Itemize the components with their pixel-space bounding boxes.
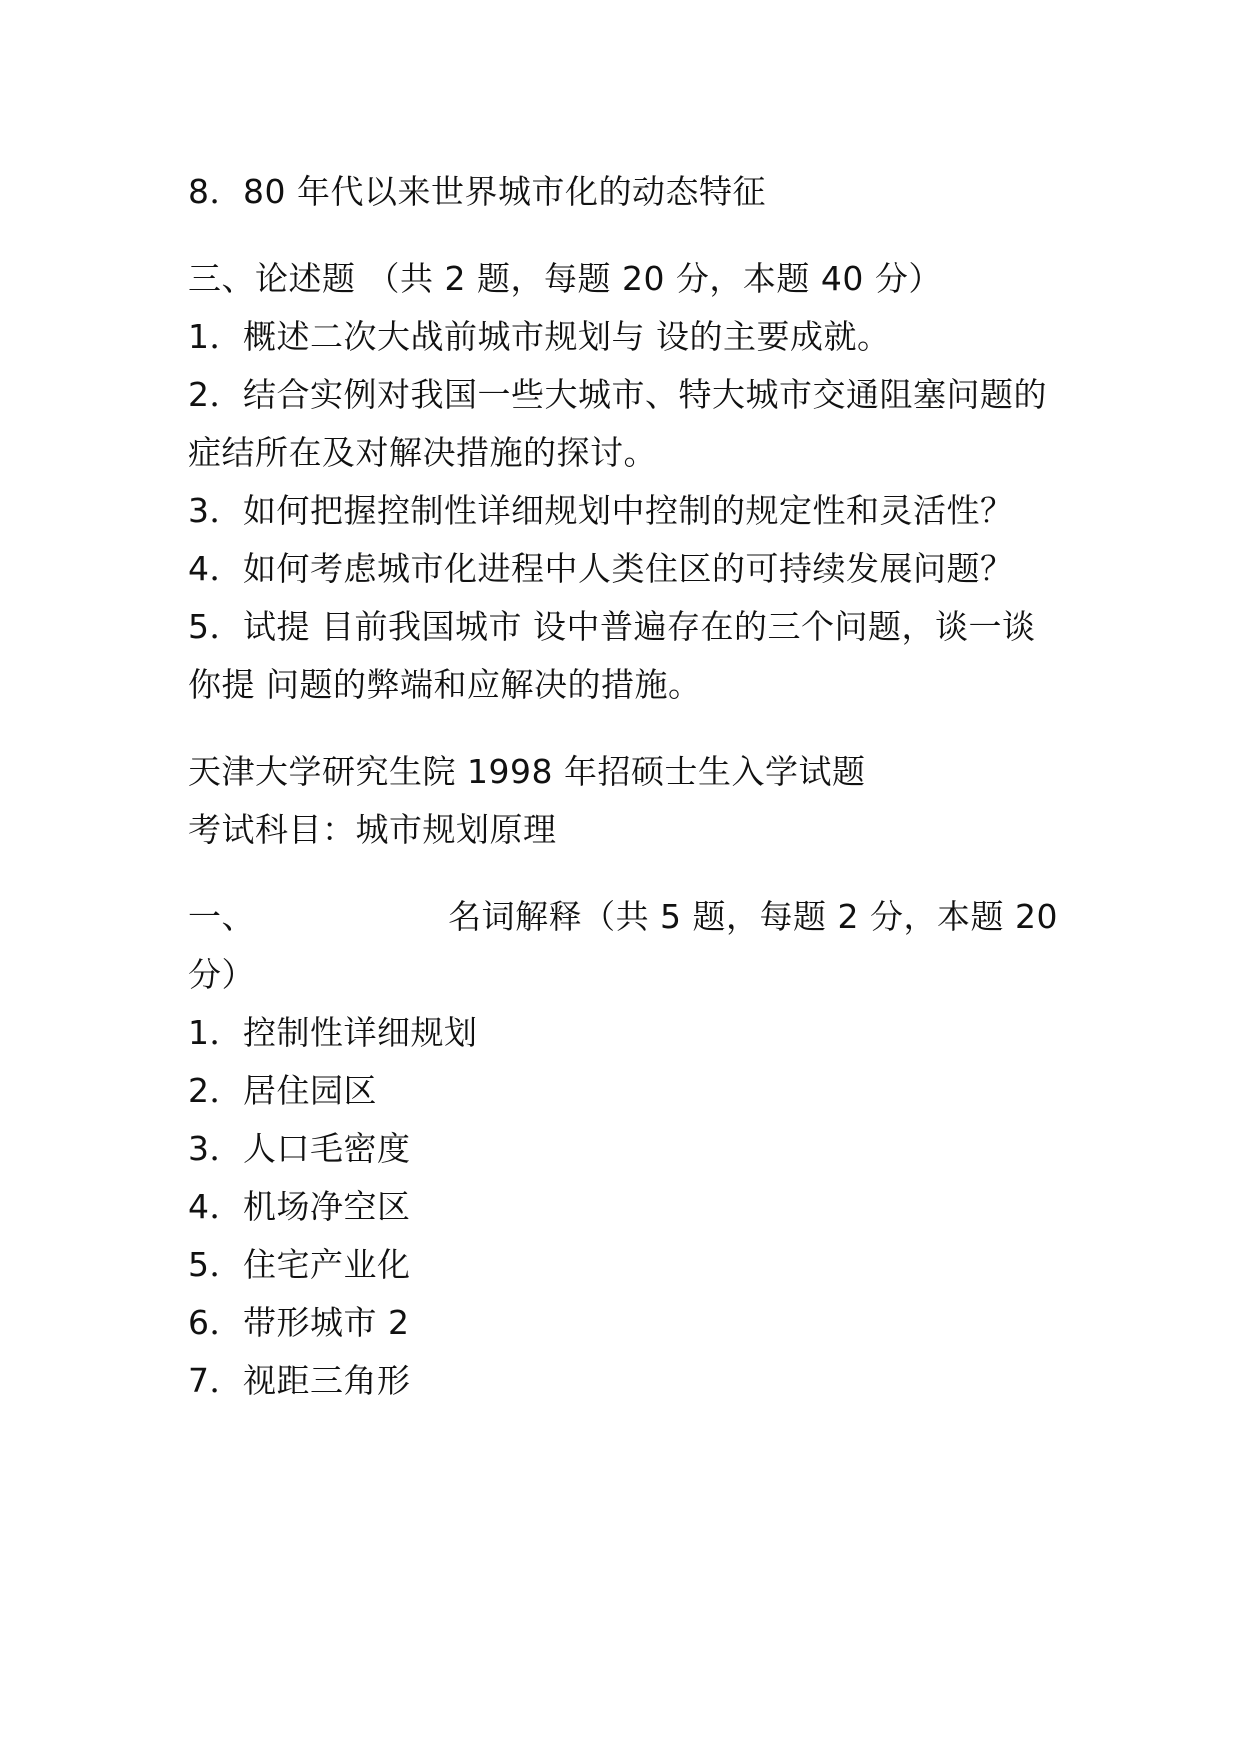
- section-heading: 三、论述题 （共 2 题，每题 20 分，本题 40 分）: [188, 259, 942, 298]
- question-item: 2．结合实例对我国一些大城市、特大城市交通阻塞问题的: [188, 375, 1047, 414]
- question-item: 5．试提 目前我国城市 设中普遍存在的三个问题，谈一谈: [188, 607, 1036, 646]
- section-heading-continuation: 分）: [188, 955, 255, 994]
- list-item: 2．居住园区: [188, 1071, 377, 1110]
- question-item: 8．80 年代以来世界城市化的动态特征: [188, 172, 766, 211]
- document-page: [188, 0, 1058, 1754]
- section-heading-text: 名词解释（共 5 题，每题 2 分，本题 20: [448, 897, 1058, 936]
- list-item: 1．控制性详细规划: [188, 1013, 478, 1052]
- list-item: 5．住宅产业化: [188, 1245, 411, 1284]
- section-heading: [188, 897, 1058, 937]
- question-item-continuation: 症结所在及对解决措施的探讨。: [188, 433, 657, 472]
- section-marker: 一、: [188, 897, 255, 936]
- question-item: 4．如何考虑城市化进程中人类住区的可持续发展问题？: [188, 549, 1014, 588]
- question-item-continuation: 你提 问题的弊端和应解决的措施。: [188, 665, 702, 704]
- question-item: 3．如何把握控制性详细规划中控制的规定性和灵活性？: [188, 491, 1014, 530]
- list-item: 4．机场净空区: [188, 1187, 411, 1226]
- list-item: 6．带形城市 2: [188, 1303, 410, 1342]
- exam-subject: 考试科目：城市规划原理: [188, 810, 557, 849]
- list-item: 7．视距三角形: [188, 1361, 411, 1400]
- exam-title: 天津大学研究生院 1998 年招硕士生入学试题: [188, 752, 866, 791]
- list-item: 3．人口毛密度: [188, 1129, 411, 1168]
- question-item: 1．概述二次大战前城市规划与 设的主要成就。: [188, 317, 891, 356]
